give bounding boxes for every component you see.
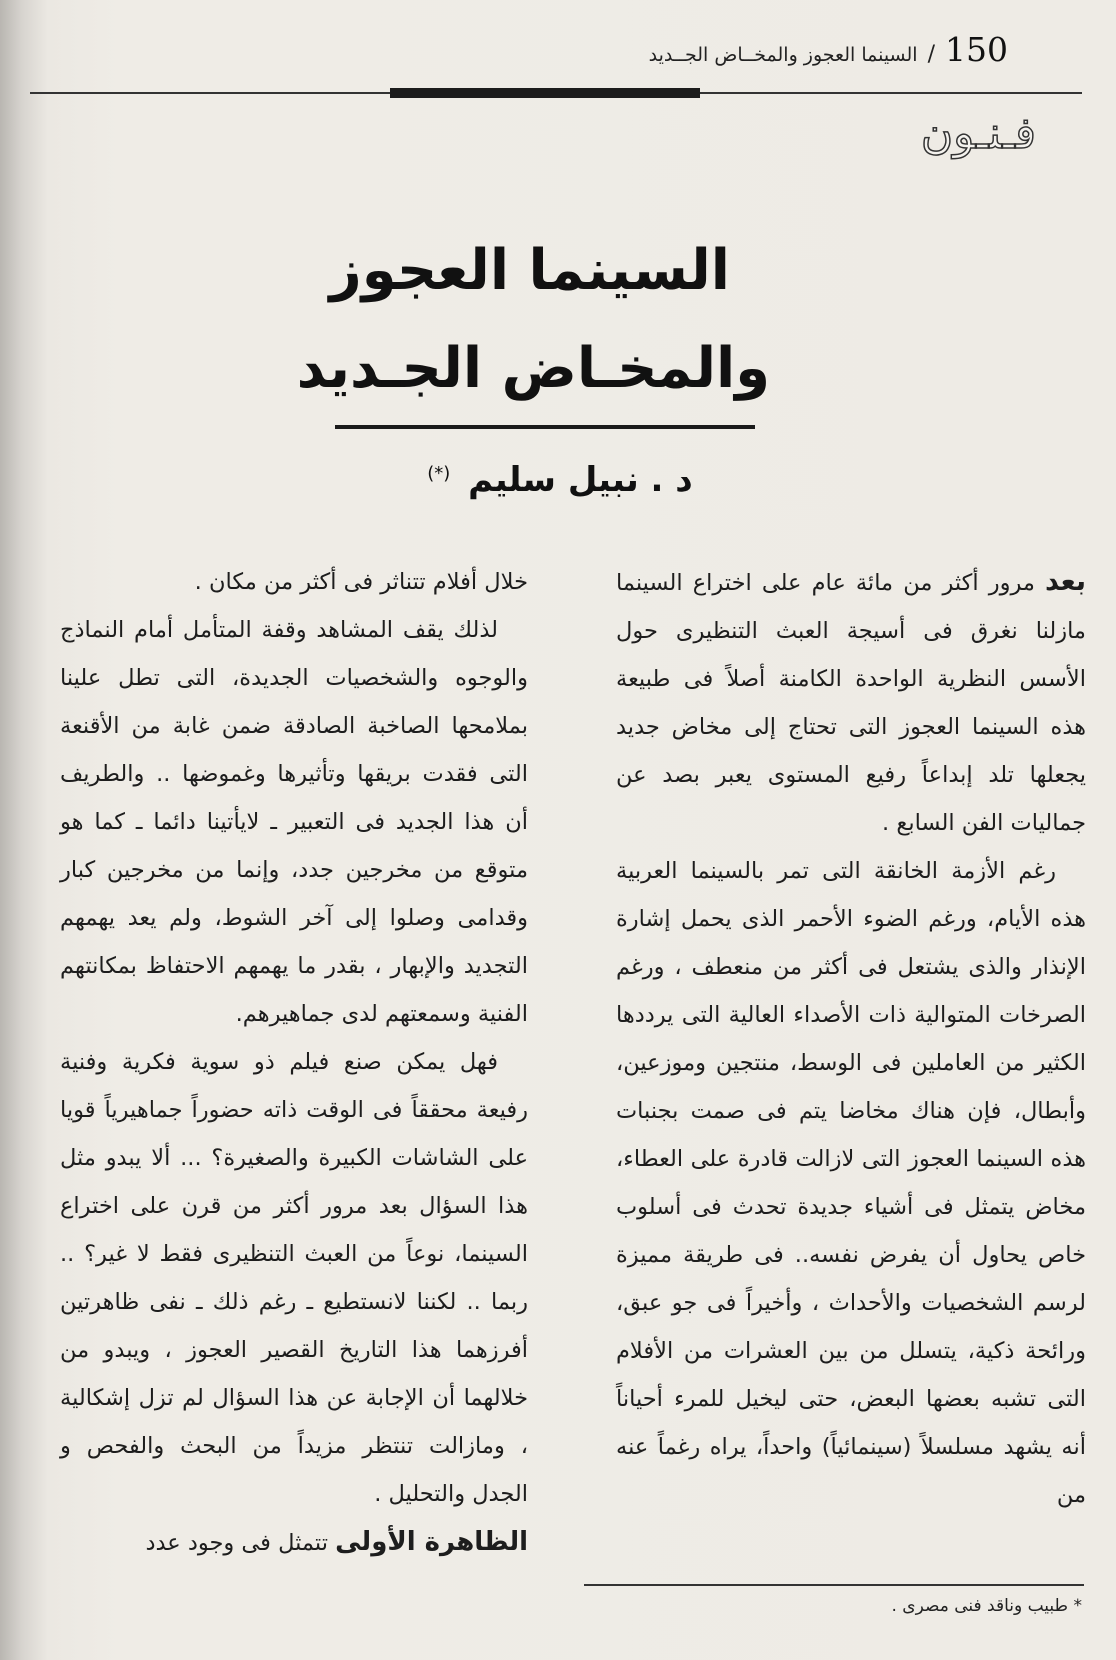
- paragraph-text: تتمثل فى وجود عدد: [145, 1530, 336, 1556]
- paragraph-text: مرور أكثر من مائة عام على اختراع السينما مازلنا نغرق فى أسيجة العبث التنظيرى حول الأسس النظرية الواحدة الكامنة أصلاً فى طبيعة هذه السينما العجوز التى تحتاج إلى مخاض جديد يجعلها تلد إبداعاً رفيع المستوى يعبر بصد عن جماليات الفن السابع .: [616, 570, 1086, 836]
- paragraph: [60, 1518, 528, 1567]
- text-column-right: [616, 558, 1086, 1519]
- page-number: 150: [945, 30, 1008, 69]
- text-column-left: [60, 558, 528, 1567]
- header-separator: /: [927, 42, 935, 67]
- lead-word: بعد: [1045, 566, 1086, 597]
- paragraph: خلال أفلام تتناثر فى أكثر من مكان .: [194, 569, 528, 595]
- subheading: الظاهرة الأولى: [335, 1527, 528, 1557]
- section-label: فـنـون: [920, 108, 1036, 159]
- header-rule-accent: [390, 88, 700, 98]
- paragraph: رغم الأزمة الخانقة التى تمر بالسينما العربية هذه الأيام، ورغم الضوء الأحمر الذى يحمل إشارة الإنذار والذى يشتعل فى أكثر من منعطف ، ورغم الصرخات المتوالية ذات الأصداء العالية التى يرددها الكثير من العاملين فى الوسط، منتجين وموزعين، وأبطال، فإن هناك مخاضا يتم فى صمت بجنبات هذه السينما العجوز التى لازالت قادرة على العطاء، مخاض يتمثل فى أشياء جديدة تحدث فى أسلوب خاص يحاول أن يفرض نفسه.. فى طريقة مميزة لرسم الشخصيات والأحداث ، وأخيراً فى جو عبق، ورائحة ذكية، يتسلل من بين العشرات من الأفلام التى تشبه بعضها البعض، حتى ليخيل للمرء أحياناً أنه يشهد مسلسلاً (سينمائياً) واحداً، يراه رغماً عنه من: [616, 858, 1086, 1508]
- article-title-line-2: والمخـاض الجـديد: [296, 336, 770, 401]
- paragraph: فهل يمكن صنع فيلم ذو سوية فكرية وفنية رفيعة محققاً فى الوقت ذاته حضوراً جماهيرياً قويا على الشاشات الكبيرة والصغيرة؟ ... ألا يبدو مثل هذا السؤال بعد مرور أكثر من قرن على اختراع السينما، نوعاً من العبث التنظيرى فقط لا غير؟ .. ربما .. لكننا لانستطيع ـ رغم ذلك ـ نفى ظاهرتين أفرزهما هذا التاريخ القصير العجوز ، ويبدو من خلالهما أن الإجابة عن هذا السؤال لم تزل إشكالية ، ومازالت تنتظر مزيداً من البحث والفحص و الجدل والتحليل .: [60, 1049, 528, 1507]
- title-rule: [335, 425, 755, 429]
- paragraph: لذلك يقف المشاهد وقفة المتأمل أمام النماذج والوجوه والشخصيات الجديدة، التى تطل علينا بملامحها الصاخبة الصادقة ضمن غابة من الأقنعة التى فقدت بريقها وتأثيرها وغموضها .. والطريف أن هذا الجديد فى التعبير ـ لايأتينا دائما ـ كما هو متوقع من مخرجين جدد، وإنما من مخرجين كبار وقدامى وصلوا إلى آخر الشوط، ولم يعد يهمهم التجديد والإبهار ، بقدر ما يهمهم الاحتفاظ بمكانتهم الفنية وسمعتهم لدى جماهيرهم.: [60, 617, 528, 1027]
- running-header: [408, 30, 1008, 80]
- author-byline: [400, 460, 720, 500]
- footnote-rule: [584, 1584, 1084, 1586]
- paragraph: [616, 558, 1086, 847]
- author-footnote-mark: (*): [427, 462, 451, 484]
- article-title-line-1: السينما العجوز: [329, 238, 730, 303]
- footnote: * طبيب وناقد فنى مصرى .: [891, 1596, 1082, 1616]
- running-title: السينما العجوز والمخــاض الجــديد: [648, 44, 918, 66]
- author-name: د . نبيل سليم: [468, 460, 693, 500]
